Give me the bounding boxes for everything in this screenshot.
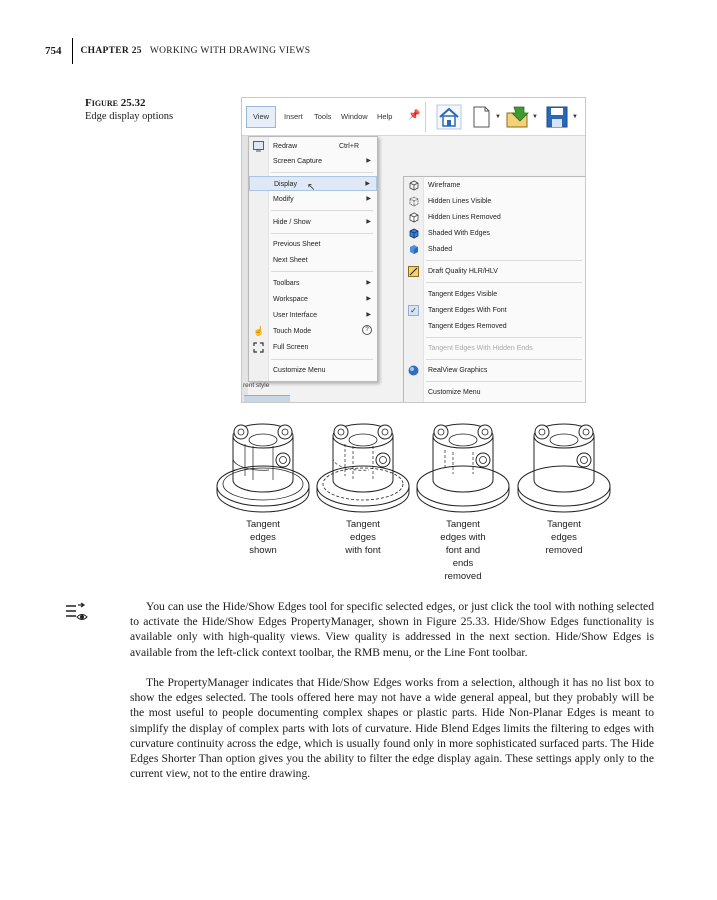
figure-number: Figure 25.32 [85, 97, 146, 109]
submenu-arrow-icon: ▶ [366, 196, 371, 202]
menu-item-label: Display [274, 181, 297, 188]
menu-item-hide-show[interactable] [249, 215, 377, 230]
menu-item-label: Redraw [273, 143, 298, 150]
menu-item-label: Modify [273, 196, 294, 203]
menu-separator [271, 271, 373, 272]
part-label-tangent-edges-with-font: Tangent edges with font [345, 519, 381, 556]
submenu-arrow-icon: ▶ [365, 181, 370, 187]
menu-item-customize-menu[interactable] [404, 385, 586, 400]
menu-item-label: Touch Mode [273, 328, 312, 335]
page-number: 754 [45, 45, 62, 57]
realview-icon [408, 365, 419, 376]
menu-item-realview-graphics[interactable] [404, 363, 586, 378]
menu-view[interactable]: View [246, 106, 276, 128]
part-tangent-edges-shown [213, 418, 313, 518]
body-paragraph [130, 599, 654, 660]
menu-window[interactable]: Window [341, 112, 368, 121]
menu-item-redraw[interactable] [249, 139, 377, 154]
running-header [45, 38, 310, 64]
menu-help[interactable]: Help [377, 112, 393, 121]
chevron-down-icon[interactable]: ▼ [532, 114, 538, 120]
figure-caption: Edge display options [85, 111, 174, 122]
help-icon: ? [362, 325, 372, 335]
hide-show-edges-icon [64, 602, 90, 624]
menu-item-tangent-edges-hidden-ends [404, 341, 586, 356]
menu-item-label: Hidden Lines Visible [428, 198, 492, 205]
mouse-cursor-icon: ↖ [307, 182, 316, 193]
menu-separator [271, 359, 373, 360]
menu-item-label: Hidden Lines Removed [428, 214, 501, 221]
menu-item-label: Shaded With Edges [428, 230, 490, 237]
background-toolbar [244, 395, 290, 403]
menu-item-label: Workspace [273, 296, 308, 303]
submenu-arrow-icon: ▶ [366, 312, 371, 318]
menu-item-previous-sheet[interactable] [249, 237, 377, 252]
submenu-arrow-icon: ▶ [366, 280, 371, 286]
part-label-tangent-edges-removed: Tangent edges removed [545, 519, 583, 556]
menu-separator [271, 233, 373, 234]
submenu-arrow-icon: ▶ [366, 296, 371, 302]
menu-item-user-interface[interactable] [249, 308, 377, 323]
menu-item-next-sheet[interactable] [249, 253, 377, 268]
submenu-arrow-icon: ▶ [366, 219, 371, 225]
menu-item-label: Draft Quality HLR/HLV [428, 268, 498, 275]
part-label-tangent-edges-shown: Tangent edges shown [246, 519, 280, 556]
wireframe-icon [408, 180, 419, 191]
menu-screenshot [241, 97, 586, 403]
menu-item-full-screen[interactable] [249, 340, 377, 355]
menu-item-label: User Interface [273, 312, 317, 319]
menu-item-shaded[interactable] [404, 242, 586, 257]
menu-bar [242, 98, 586, 136]
menu-item-workspace[interactable] [249, 292, 377, 307]
menu-separator [426, 282, 582, 283]
new-document-icon[interactable] [468, 104, 494, 130]
menu-item-label: Next Sheet [273, 257, 308, 264]
header-divider [72, 38, 73, 64]
menu-item-touch-mode[interactable] [249, 324, 377, 339]
menu-item-label: Wireframe [428, 182, 461, 189]
menu-separator [426, 337, 582, 338]
toolbar-divider [425, 102, 426, 132]
menu-item-draft-quality[interactable] [404, 264, 586, 279]
draft-quality-icon [408, 266, 419, 277]
menu-item-shaded-with-edges[interactable] [404, 226, 586, 241]
menu-item-label: Tangent Edges With Font [428, 307, 507, 314]
menu-item-label: Screen Capture [273, 158, 323, 165]
chapter-label: CHAPTER 25 [80, 46, 142, 56]
menu-item-label: Customize Menu [273, 367, 326, 374]
menu-separator [426, 260, 582, 261]
save-icon[interactable] [544, 104, 570, 130]
menu-item-screen-capture[interactable] [249, 154, 377, 169]
menu-item-toolbars[interactable] [249, 276, 377, 291]
home-icon[interactable] [436, 104, 462, 130]
chevron-down-icon[interactable]: ▼ [572, 114, 578, 120]
menu-item-label: Previous Sheet [273, 241, 321, 248]
background-label: rent style [243, 382, 270, 389]
pin-icon[interactable]: 📌 [408, 110, 421, 121]
menu-item-tangent-edges-removed[interactable] [404, 319, 586, 334]
checkmark-icon: ✓ [408, 305, 419, 316]
submenu-arrow-icon: ▶ [366, 158, 371, 164]
body-paragraph [130, 675, 654, 781]
menu-item-hidden-lines-visible[interactable] [404, 194, 586, 209]
paragraph-text: The PropertyManager indicates that Hide/Show Edges works from a selection, although it has no list box to show the edges selected. The tools offered here may not have a wide general appeal, but they probably will be the most useful to people documenting complex shapes or plastic parts. Hide Non-Planar Edges is meant to simplify the display of complex parts with lots of curvature. Hide Blend Edges limits the filtering to edges with curvature continuity across the edge, which is usually found only in more sophisticated surfaced parts. The Hide Edges Shorter Than option gives you the ability to filter the edge display again. These settings apply only to the current view, not to the entire drawing. [130, 676, 654, 781]
hand-pointer-icon: ☝ [253, 326, 265, 336]
menu-item-label: Shaded [428, 246, 453, 253]
menu-item-wireframe[interactable] [404, 178, 586, 193]
menu-separator [271, 172, 373, 173]
view-menu [248, 136, 378, 382]
hidden-lines-removed-icon [408, 212, 419, 223]
part-label-tangent-edges-font-ends-removed: Tangent edges with font and ends removed [440, 519, 486, 582]
part-tangent-edges-with-font [313, 418, 413, 518]
open-folder-icon[interactable] [504, 104, 530, 130]
menu-item-label: RealView Graphics [428, 367, 488, 374]
menu-separator [426, 359, 582, 360]
menu-item-customize-menu[interactable] [249, 363, 377, 378]
menu-item-label: Tangent Edges Visible [428, 291, 498, 298]
paragraph-text: You can use the Hide/Show Edges tool for specific selected edges, or just click the tool with nothing selected to activate the Hide/Show Edges PropertyManager, shown in Figure 25.33. Hide/Show Edges functionality is available only with high-quality views. View quality is addressed in the next section. Hide/Show Edges is available from the left-click context toolbar, the RMB menu, or the Line Font toolbar. [130, 600, 654, 659]
part-tangent-edges-removed [514, 418, 614, 518]
menu-item-hidden-lines-removed[interactable] [404, 210, 586, 225]
chapter-title: WORKING WITH DRAWING VIEWS [149, 46, 311, 56]
menu-item-label: Full Screen [273, 344, 309, 351]
menu-item-modify[interactable] [249, 192, 377, 207]
redraw-icon [253, 141, 264, 152]
menu-item-tangent-edges-visible[interactable] [404, 287, 586, 302]
part-tangent-edges-font-ends-removed [413, 418, 513, 518]
menu-tools[interactable]: Tools [314, 112, 332, 121]
menu-item-label: Customize Menu [428, 389, 481, 396]
menu-separator [426, 381, 582, 382]
menu-item-tangent-edges-with-font[interactable] [404, 303, 586, 318]
hidden-lines-visible-icon [408, 196, 419, 207]
full-screen-icon [253, 342, 264, 353]
chevron-down-icon[interactable]: ▼ [495, 114, 501, 120]
menu-insert[interactable]: Insert [284, 112, 303, 121]
shaded-with-edges-icon [408, 228, 419, 239]
menu-separator [271, 210, 373, 211]
display-submenu [403, 176, 586, 403]
menu-item-label: Tangent Edges With Hidden Ends [428, 345, 533, 352]
shaded-icon [408, 244, 419, 255]
menu-item-label: Hide / Show [273, 219, 311, 226]
shortcut-label: Ctrl+R [338, 143, 359, 150]
menu-item-label: Toolbars [273, 280, 300, 287]
menu-item-label: Tangent Edges Removed [428, 323, 507, 330]
